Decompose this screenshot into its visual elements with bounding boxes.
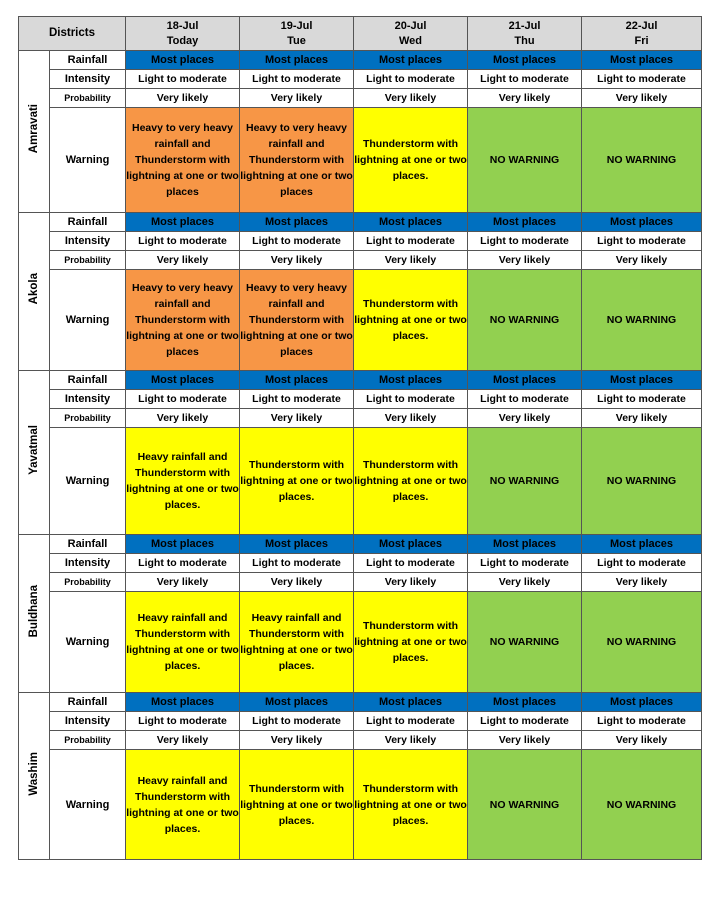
day-date: 21-Jul: [508, 19, 541, 32]
day-date: 22-Jul: [625, 19, 658, 32]
intensity-row: [19, 232, 702, 251]
probability-cell: Very likely: [354, 409, 468, 428]
day-header: [582, 17, 702, 51]
rainfall-label: Rainfall: [50, 693, 126, 712]
intensity-cell: Light to moderate: [468, 70, 582, 89]
district-name-cell: [19, 535, 50, 693]
probability-cell: Very likely: [126, 251, 240, 270]
intensity-cell: Light to moderate: [354, 712, 468, 731]
warning-cell: NO WARNING: [582, 750, 702, 860]
warning-cell: Thunderstorm with lightning at one or two places.: [354, 428, 468, 535]
intensity-label: Intensity: [50, 390, 126, 409]
rainfall-cell: Most places: [354, 51, 468, 70]
probability-cell: Very likely: [582, 251, 702, 270]
probability-cell: Very likely: [240, 89, 354, 108]
probability-label: Probability: [50, 731, 126, 750]
warning-table-container: [18, 16, 702, 860]
probability-row: [19, 89, 702, 108]
day-name: Thu: [514, 34, 535, 47]
probability-cell: Very likely: [240, 251, 354, 270]
intensity-label: Intensity: [50, 554, 126, 573]
intensity-row: [19, 390, 702, 409]
rainfall-cell: Most places: [240, 213, 354, 232]
rainfall-label: Rainfall: [50, 213, 126, 232]
probability-cell: Very likely: [126, 731, 240, 750]
rainfall-cell: Most places: [468, 535, 582, 554]
probability-label: Probability: [50, 251, 126, 270]
rainfall-cell: Most places: [582, 371, 702, 390]
day-name: Fri: [634, 34, 649, 47]
rainfall-cell: Most places: [354, 371, 468, 390]
rainfall-row: [19, 213, 702, 232]
probability-cell: Very likely: [582, 409, 702, 428]
rainfall-cell: Most places: [354, 535, 468, 554]
warning-cell: Heavy rainfall and Thunderstorm with lightning at one or two places.: [126, 592, 240, 693]
warning-cell: NO WARNING: [582, 108, 702, 213]
probability-cell: Very likely: [126, 89, 240, 108]
warning-cell: NO WARNING: [468, 592, 582, 693]
warning-cell: Heavy to very heavy rainfall and Thunderstorm with lightning at one or two places: [126, 270, 240, 371]
probability-cell: Very likely: [240, 409, 354, 428]
day-header: [126, 17, 240, 51]
probability-row: [19, 409, 702, 428]
warning-cell: NO WARNING: [468, 428, 582, 535]
warning-cell: Heavy to very heavy rainfall and Thunderstorm with lightning at one or two places: [240, 270, 354, 371]
probability-label: Probability: [50, 89, 126, 108]
intensity-row: [19, 70, 702, 89]
warning-cell: Thunderstorm with lightning at one or two places.: [354, 750, 468, 860]
probability-cell: Very likely: [468, 89, 582, 108]
districts-header: Districts: [19, 17, 126, 51]
warning-cell: NO WARNING: [468, 108, 582, 213]
rainfall-label: Rainfall: [50, 535, 126, 554]
rainfall-label: Rainfall: [50, 371, 126, 390]
probability-cell: Very likely: [582, 731, 702, 750]
intensity-cell: Light to moderate: [240, 554, 354, 573]
warning-cell: NO WARNING: [468, 270, 582, 371]
day-name: Tue: [287, 34, 306, 47]
probability-cell: Very likely: [240, 573, 354, 592]
intensity-cell: Light to moderate: [582, 712, 702, 731]
rainfall-cell: Most places: [126, 213, 240, 232]
intensity-cell: Light to moderate: [468, 232, 582, 251]
warning-label: Warning: [50, 428, 126, 535]
probability-cell: Very likely: [354, 251, 468, 270]
intensity-cell: Light to moderate: [582, 70, 702, 89]
district-name-cell: [19, 371, 50, 535]
rainfall-cell: Most places: [354, 213, 468, 232]
intensity-cell: Light to moderate: [126, 70, 240, 89]
intensity-cell: Light to moderate: [468, 390, 582, 409]
warning-label: Warning: [50, 592, 126, 693]
warning-row: [19, 428, 702, 535]
rainfall-cell: Most places: [582, 535, 702, 554]
intensity-cell: Light to moderate: [354, 390, 468, 409]
intensity-cell: Light to moderate: [582, 554, 702, 573]
day-name: Today: [166, 34, 199, 47]
warning-cell: Thunderstorm with lightning at one or two places.: [354, 592, 468, 693]
warning-row: [19, 750, 702, 860]
day-date: 19-Jul: [280, 19, 313, 32]
rainfall-cell: Most places: [582, 51, 702, 70]
district-name-cell: [19, 693, 50, 860]
probability-cell: Very likely: [354, 731, 468, 750]
intensity-cell: Light to moderate: [126, 232, 240, 251]
day-date: 20-Jul: [394, 19, 427, 32]
rainfall-row: [19, 693, 702, 712]
warning-cell: Thunderstorm with lightning at one or two places.: [240, 750, 354, 860]
warning-cell: Heavy rainfall and Thunderstorm with lightning at one or two places.: [240, 592, 354, 693]
warning-cell: Heavy to very heavy rainfall and Thunderstorm with lightning at one or two places: [126, 108, 240, 213]
intensity-cell: Light to moderate: [126, 712, 240, 731]
probability-cell: Very likely: [582, 573, 702, 592]
warning-label: Warning: [50, 270, 126, 371]
rainfall-cell: Most places: [126, 693, 240, 712]
intensity-cell: Light to moderate: [126, 554, 240, 573]
probability-row: [19, 573, 702, 592]
probability-cell: Very likely: [468, 573, 582, 592]
rainfall-cell: Most places: [126, 535, 240, 554]
warning-cell: NO WARNING: [468, 750, 582, 860]
intensity-cell: Light to moderate: [126, 390, 240, 409]
warning-label: Warning: [50, 750, 126, 860]
warning-row: [19, 108, 702, 213]
district-name: Yavatmal: [28, 425, 40, 475]
intensity-cell: Light to moderate: [582, 390, 702, 409]
rainfall-row: [19, 371, 702, 390]
warning-cell: Heavy rainfall and Thunderstorm with lightning at one or two places.: [126, 428, 240, 535]
rainfall-cell: Most places: [354, 693, 468, 712]
probability-cell: Very likely: [468, 409, 582, 428]
rainfall-cell: Most places: [468, 213, 582, 232]
warning-row: [19, 270, 702, 371]
district-name-cell: [19, 51, 50, 213]
intensity-label: Intensity: [50, 70, 126, 89]
rainfall-cell: Most places: [240, 51, 354, 70]
rainfall-cell: Most places: [582, 693, 702, 712]
warning-label: Warning: [50, 108, 126, 213]
probability-cell: Very likely: [126, 409, 240, 428]
intensity-cell: Light to moderate: [468, 712, 582, 731]
intensity-label: Intensity: [50, 232, 126, 251]
warning-cell: Heavy to very heavy rainfall and Thunderstorm with lightning at one or two places: [240, 108, 354, 213]
intensity-cell: Light to moderate: [354, 70, 468, 89]
warning-cell: Thunderstorm with lightning at one or two places.: [354, 270, 468, 371]
rainfall-row: [19, 535, 702, 554]
intensity-cell: Light to moderate: [354, 232, 468, 251]
warning-cell: NO WARNING: [582, 428, 702, 535]
warning-row: [19, 592, 702, 693]
rainfall-label: Rainfall: [50, 51, 126, 70]
warning-cell: Thunderstorm with lightning at one or two places.: [240, 428, 354, 535]
rainfall-cell: Most places: [240, 693, 354, 712]
day-header: [240, 17, 354, 51]
probability-cell: Very likely: [354, 573, 468, 592]
day-header: [468, 17, 582, 51]
probability-label: Probability: [50, 409, 126, 428]
day-name: Wed: [398, 34, 423, 47]
rainfall-cell: Most places: [468, 51, 582, 70]
district-name: Akola: [28, 273, 40, 305]
district-warning-table: [18, 16, 702, 860]
day-header: [354, 17, 468, 51]
day-date: 18-Jul: [166, 19, 199, 32]
rainfall-cell: Most places: [240, 371, 354, 390]
warning-cell: NO WARNING: [582, 270, 702, 371]
intensity-label: Intensity: [50, 712, 126, 731]
intensity-cell: Light to moderate: [240, 712, 354, 731]
probability-cell: Very likely: [126, 573, 240, 592]
header-row: [19, 17, 702, 51]
rainfall-row: [19, 51, 702, 70]
probability-cell: Very likely: [354, 89, 468, 108]
rainfall-cell: Most places: [126, 51, 240, 70]
probability-cell: Very likely: [240, 731, 354, 750]
probability-row: [19, 251, 702, 270]
rainfall-cell: Most places: [240, 535, 354, 554]
district-name: Buldhana: [28, 584, 40, 638]
warning-cell: Heavy rainfall and Thunderstorm with lightning at one or two places.: [126, 750, 240, 860]
district-name-cell: [19, 213, 50, 371]
warning-cell: NO WARNING: [582, 592, 702, 693]
probability-cell: Very likely: [582, 89, 702, 108]
rainfall-cell: Most places: [468, 693, 582, 712]
probability-label: Probability: [50, 573, 126, 592]
rainfall-cell: Most places: [468, 371, 582, 390]
district-rows: [19, 51, 702, 860]
district-name: Amravati: [28, 104, 40, 154]
intensity-cell: Light to moderate: [582, 232, 702, 251]
probability-cell: Very likely: [468, 731, 582, 750]
intensity-row: [19, 554, 702, 573]
intensity-cell: Light to moderate: [240, 232, 354, 251]
intensity-cell: Light to moderate: [240, 70, 354, 89]
district-name: Washim: [28, 751, 40, 796]
intensity-cell: Light to moderate: [354, 554, 468, 573]
intensity-cell: Light to moderate: [468, 554, 582, 573]
intensity-row: [19, 712, 702, 731]
warning-cell: Thunderstorm with lightning at one or two places.: [354, 108, 468, 213]
intensity-cell: Light to moderate: [240, 390, 354, 409]
probability-row: [19, 731, 702, 750]
probability-cell: Very likely: [468, 251, 582, 270]
rainfall-cell: Most places: [582, 213, 702, 232]
rainfall-cell: Most places: [126, 371, 240, 390]
